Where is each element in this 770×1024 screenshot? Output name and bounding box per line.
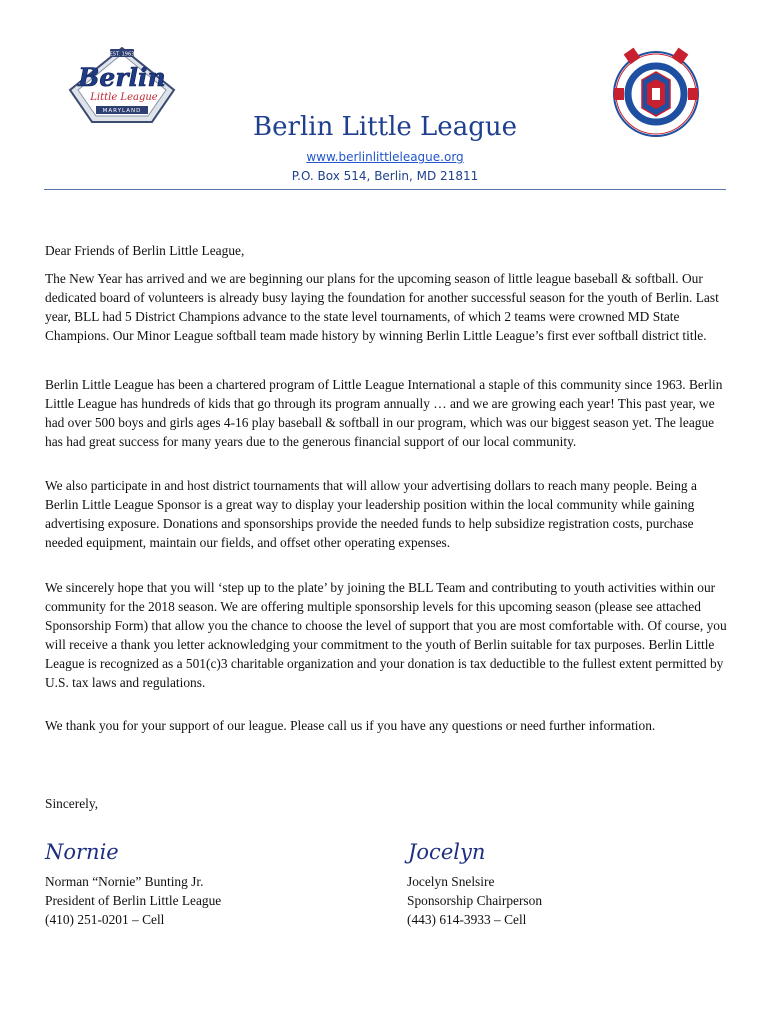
mailing-address: P.O. Box 514, Berlin, MD 21811 [291, 169, 479, 183]
signer-phone: (443) 614-3933 – Cell [407, 912, 527, 927]
signer-block-president [45, 872, 221, 929]
signer-title: President of Berlin Little League [45, 893, 222, 908]
letter-paragraph: Berlin Little League has been a chartered program of Little League International a staple of this community since 1963. Berlin Little League has hundreds of kids that go through its program annually … and we are growing each year! This past year, we had over 500 boys and girls ages 4-16 play baseball & softball in our program, which was our biggest season yet. The league has had great success for many years due to the generous financial support of our local community. [45, 377, 723, 450]
header-divider [44, 189, 726, 190]
logo-brand-text: Berlin [78, 63, 166, 92]
signer-phone: (410) 251-0201 – Cell [45, 912, 165, 927]
logo-est-text: EST. 1963 [109, 51, 135, 58]
letter-paragraph: We also participate in and host district tournaments that will allow your advertising dollars to reach many people. Being a Berlin Little League Sponsor is a great way to display your leadership position within the local community while gaining advertising exposure. Donations and sponsorships provide the needed funds to help subsidize registration costs, purchase needed equipment, maintain our fields, and offset other operating expenses. [45, 478, 697, 551]
letter-paragraph: We sincerely hope that you will ‘step up to the plate’ by joining the BLL Team and contributing to youth activities within our community for the 2018 season. We are offering multiple sponsorship levels for this upcoming season (please see attached Sponsorship Form) that allow you the chance to choose the level of support that you are most comfortable with. Of course, you will receive a thank you letter acknowledging your commitment to the youth of Berlin suitable for tax purposes. Berlin Little League is recognized as a 501(c)3 charitable organization and your donation is tax deductible to the fullest extent permitted by U.S. tax laws and regulations. [45, 580, 727, 691]
letter-closing: Sincerely, [45, 796, 99, 811]
logo-script-text: Little League [90, 92, 158, 103]
signature-nornie: Nornie [45, 840, 119, 864]
signature-jocelyn: Jocelyn [408, 840, 486, 864]
letter-paragraph: We thank you for your support of our league. Please call us if you have any questions or need further information. [45, 718, 656, 733]
signer-block-sponsorship [407, 872, 542, 929]
letter-greeting: Dear Friends of Berlin Little League, [45, 243, 245, 258]
website-link[interactable]: www.berlinlittleleague.org [306, 150, 464, 164]
letter-paragraph: The New Year has arrived and we are beginning our plans for the upcoming season of little league baseball & softball. Our dedicated board of volunteers is already busy laying the foundation for another successful season for the youth of Berlin. Last year, BLL had 5 District Champions advance to the state level tournaments, of which 2 teams were crowned MD State Champions. Our Minor League softball team made history by winning Berlin Little League’s first ever softball district title. [45, 271, 719, 344]
signer-name: Norman “Nornie” Bunting Jr. [45, 874, 204, 889]
signer-title: Sponsorship Chairperson [407, 893, 543, 908]
logo-state-text: MARYLAND [102, 108, 142, 115]
signer-name: Jocelyn Snelsire [407, 874, 495, 889]
page-title: Berlin Little League [253, 112, 517, 142]
